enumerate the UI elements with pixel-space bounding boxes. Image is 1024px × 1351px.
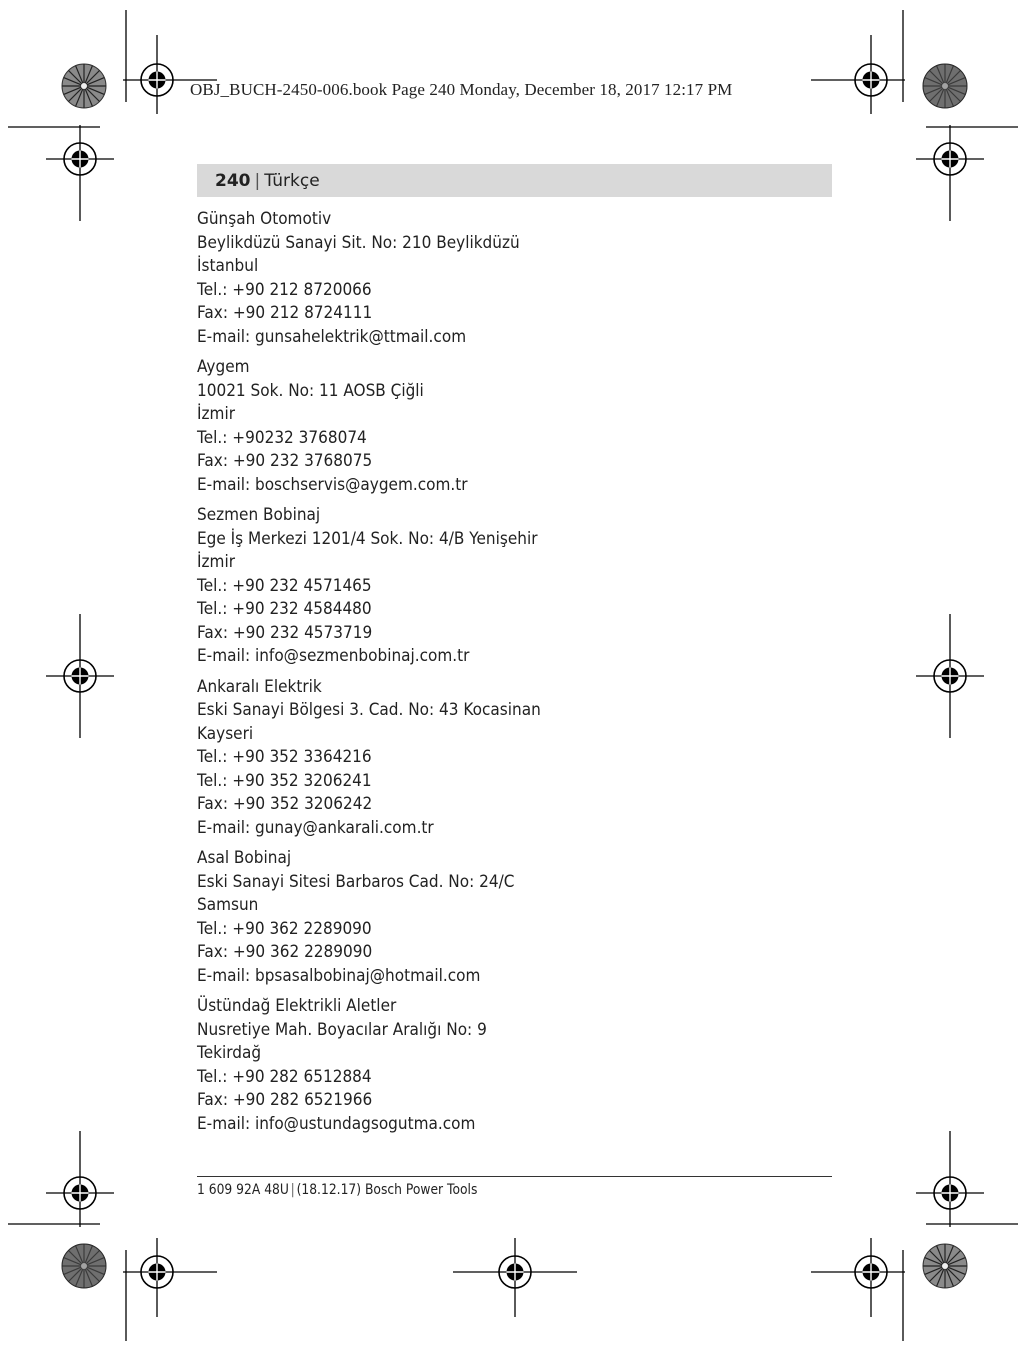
email-line: E-mail: gunay@ankarali.com.tr	[197, 817, 434, 838]
page-number: 240	[215, 170, 251, 191]
city: Kayseri	[197, 723, 254, 744]
company-name: Sezmen Bobinaj	[197, 505, 321, 525]
phone-line: Tel.: +90 352 3364216	[197, 747, 372, 767]
service-center-entry	[197, 676, 797, 841]
email-line: E-mail: gunsahelektrik@ttmail.com	[197, 326, 467, 347]
page-header-band	[197, 164, 832, 197]
footer-code: 1 609 92A 48U	[197, 1182, 289, 1198]
email-line: E-mail: boschservis@aygem.com.tr	[197, 474, 468, 495]
company-name: Asal Bobinaj	[197, 848, 292, 868]
company-name: Günşah Otomotiv	[197, 209, 332, 229]
phone-line: Tel.: +90 232 4584480	[197, 599, 372, 619]
email-line: E-mail: info@sezmenbobinaj.com.tr	[197, 646, 470, 666]
fax-line: Fax: +90 362 2289090	[197, 942, 373, 962]
footer-separator: |	[290, 1182, 295, 1198]
phone-line: Tel.: +90 362 2289090	[197, 918, 372, 939]
city: İzmir	[197, 404, 235, 424]
service-center-entry	[197, 995, 797, 1136]
phone-line: Tel.: +90232 3768074	[197, 427, 367, 448]
fax-line: Fax: +90 352 3206242	[197, 794, 373, 814]
phone-line: Tel.: +90 212 8720066	[197, 279, 372, 300]
phone-line: Tel.: +90 282 6512884	[197, 1066, 372, 1087]
service-center-entry	[197, 356, 797, 497]
service-center-entry	[197, 208, 797, 349]
footer-date-brand: (18.12.17) Bosch Power Tools	[296, 1182, 478, 1198]
email-line: E-mail: bpsasalbobinaj@hotmail.com	[197, 965, 481, 986]
footer-rule	[197, 1176, 832, 1177]
print-slug-header: OBJ_BUCH-2450-006.book Page 240 Monday, December 18, 2017 12:17 PM	[190, 80, 733, 99]
service-center-entry	[197, 504, 797, 669]
street-address: 10021 Sok. No: 11 AOSB Çiğli	[197, 380, 424, 401]
fax-line: Fax: +90 232 4573719	[197, 622, 373, 643]
city: İzmir	[197, 552, 235, 572]
city: İstanbul	[197, 256, 259, 276]
company-name: Aygem	[197, 357, 250, 377]
fax-line: Fax: +90 212 8724111	[197, 303, 373, 323]
header-separator: |	[254, 170, 261, 191]
street-address: Beylikdüzü Sanayi Sit. No: 210 Beylikdüzü	[197, 232, 520, 253]
street-address: Ege İş Merkezi 1201/4 Sok. No: 4/B Yenişehir	[197, 528, 538, 549]
fax-line: Fax: +90 282 6521966	[197, 1090, 373, 1110]
street-address: Eski Sanayi Bölgesi 3. Cad. No: 43 Kocasinan	[197, 700, 541, 720]
fax-line: Fax: +90 232 3768075	[197, 451, 373, 471]
page-footer	[197, 1182, 477, 1198]
phone-line: Tel.: +90 232 4571465	[197, 575, 372, 596]
city: Tekirdağ	[197, 1043, 262, 1063]
email-line: E-mail: info@ustundagsogutma.com	[197, 1113, 476, 1134]
service-center-entry	[197, 847, 797, 988]
page-language: Türkçe	[264, 170, 320, 191]
service-center-list	[197, 208, 797, 1143]
company-name: Üstündağ Elektrikli Aletler	[197, 996, 397, 1016]
street-address: Nusretiye Mah. Boyacılar Aralığı No: 9	[197, 1019, 487, 1040]
street-address: Eski Sanayi Sitesi Barbaros Cad. No: 24/C	[197, 871, 515, 892]
city: Samsun	[197, 895, 259, 915]
phone-line: Tel.: +90 352 3206241	[197, 770, 372, 791]
company-name: Ankaralı Elektrik	[197, 676, 322, 697]
